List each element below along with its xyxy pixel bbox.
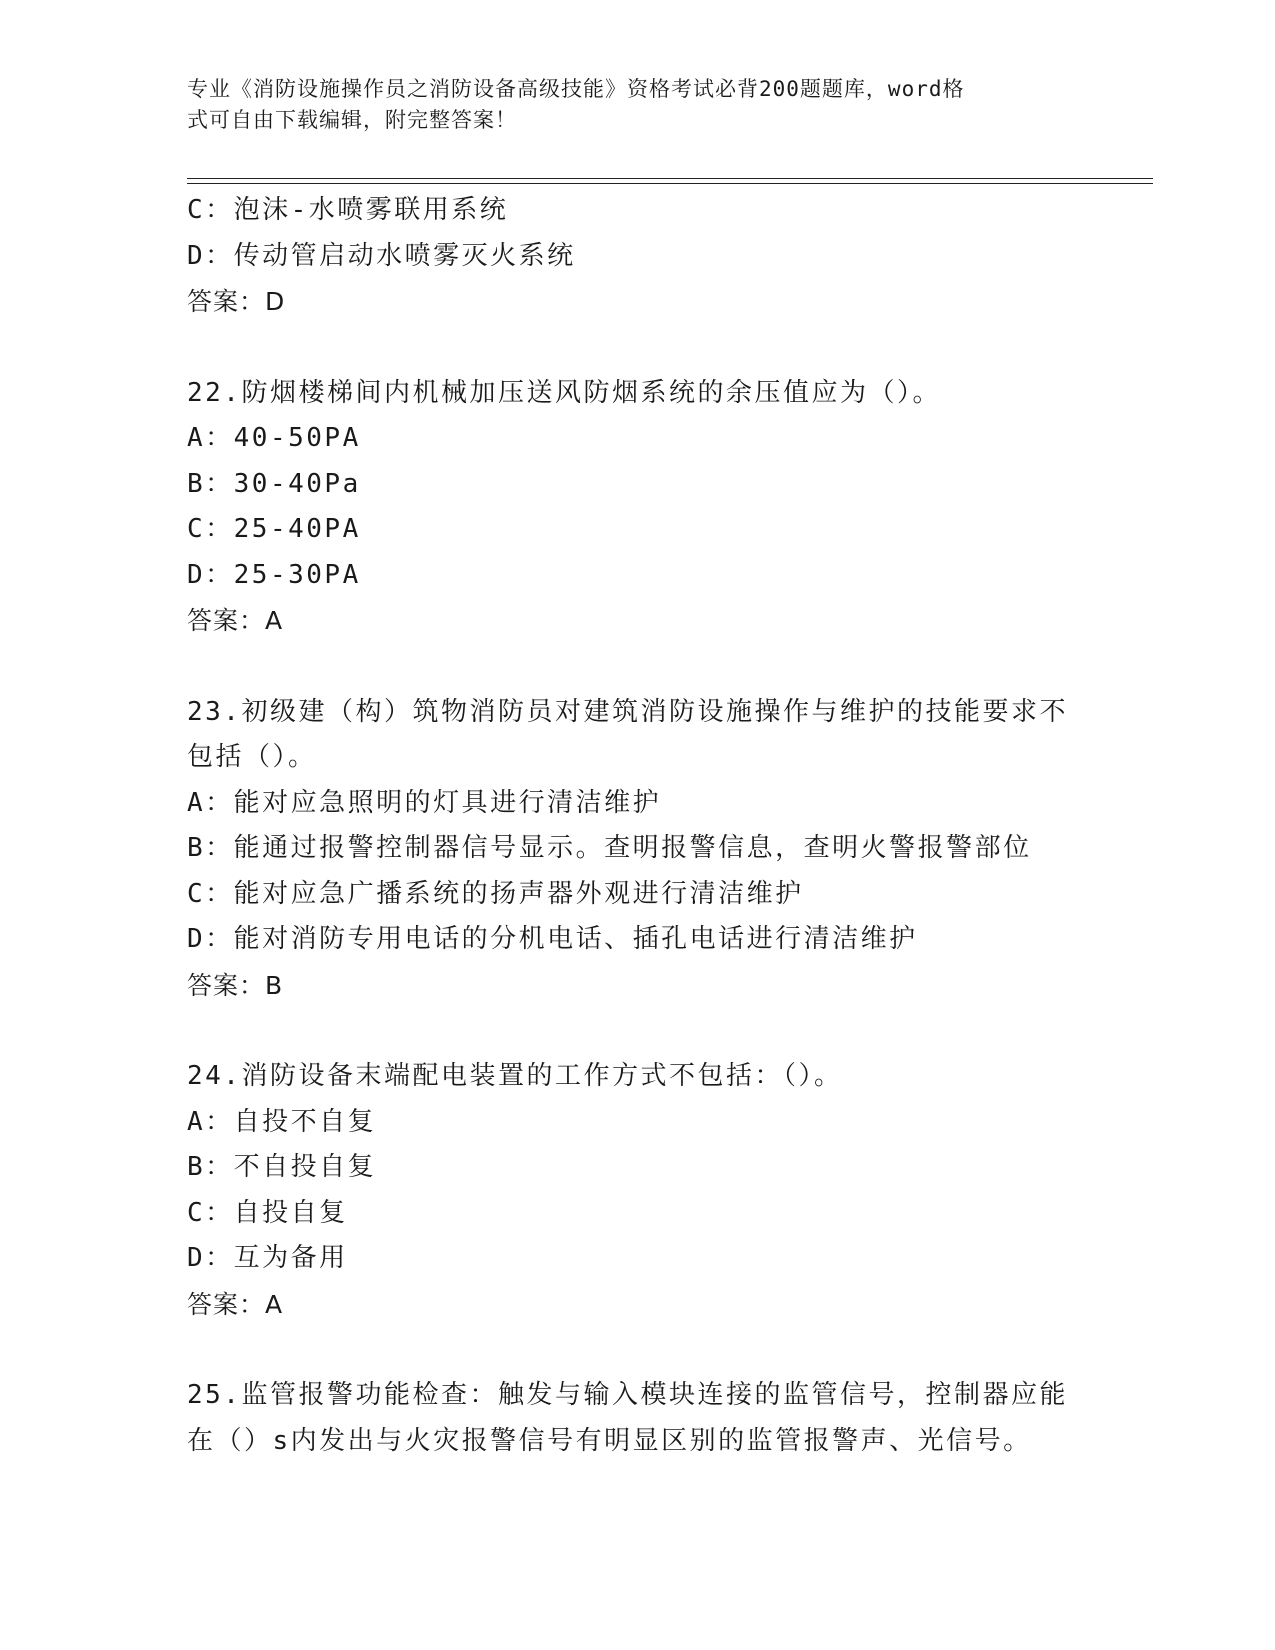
spacer	[187, 1008, 1087, 1054]
answer-line: 答案：A	[187, 1289, 284, 1319]
option-a: A：能对应急照明的灯具进行清洁维护	[187, 787, 662, 818]
carryover-block	[187, 188, 1087, 325]
option-b: B：30-40Pa	[187, 468, 361, 499]
option-a: A：自投不自复	[187, 1106, 377, 1137]
option-c: C：能对应急广播系统的扬声器外观进行清洁维护	[187, 878, 804, 909]
question-stem-continued: 在（）s内发出与火灾报警信号有明显区别的监管报警声、光信号。	[187, 1425, 1032, 1456]
spacer	[187, 325, 1087, 371]
question-23	[187, 690, 1087, 1009]
spacer	[187, 1327, 1087, 1373]
question-22	[187, 371, 1087, 644]
answer-line: 答案：B	[187, 970, 284, 1000]
question-stem: 22.防烟楼梯间内机械加压送风防烟系统的余压值应为（）。	[187, 377, 941, 408]
option-c: C：25-40PA	[187, 514, 361, 544]
option-c: C：泡沫-水喷雾联用系统	[187, 195, 509, 225]
option-d: D：互为备用	[187, 1243, 348, 1273]
question-24	[187, 1054, 1087, 1327]
header-divider-top	[187, 178, 1153, 179]
header-divider-bottom	[187, 183, 1153, 184]
option-a: A：40-50PA	[187, 423, 361, 453]
document-header	[187, 74, 1067, 136]
header-line-1: 专业《消防设施操作员之消防设备高级技能》资格考试必背200题题库，word格	[187, 77, 965, 101]
option-d: D：传动管启动水喷雾灭火系统	[187, 240, 576, 271]
answer-line: 答案：A	[187, 606, 284, 635]
header-line-2: 式可自由下载编辑，附完整答案！	[187, 108, 517, 132]
option-d: D：25-30PA	[187, 559, 361, 590]
question-stem-continued: 包括（）。	[187, 742, 317, 772]
question-stem: 24.消防设备末端配电装置的工作方式不包括：（）。	[187, 1061, 843, 1091]
answer-line: 答案：D	[187, 287, 286, 316]
question-stem: 23.初级建（构）筑物消防员对建筑消防设施操作与维护的技能要求不	[187, 696, 1068, 727]
question-25	[187, 1373, 1087, 1464]
question-stem: 25.监管报警功能检查：触发与输入模块连接的监管信号，控制器应能	[187, 1380, 1068, 1410]
option-d: D：能对消防专用电话的分机电话、插孔电话进行清洁维护	[187, 924, 918, 954]
spacer	[187, 644, 1087, 690]
option-b: B：不自投自复	[187, 1152, 377, 1182]
option-c: C：自投自复	[187, 1197, 348, 1228]
document-body	[187, 188, 1087, 1464]
option-b: B：能通过报警控制器信号显示。查明报警信息，查明火警报警部位	[187, 833, 1032, 863]
